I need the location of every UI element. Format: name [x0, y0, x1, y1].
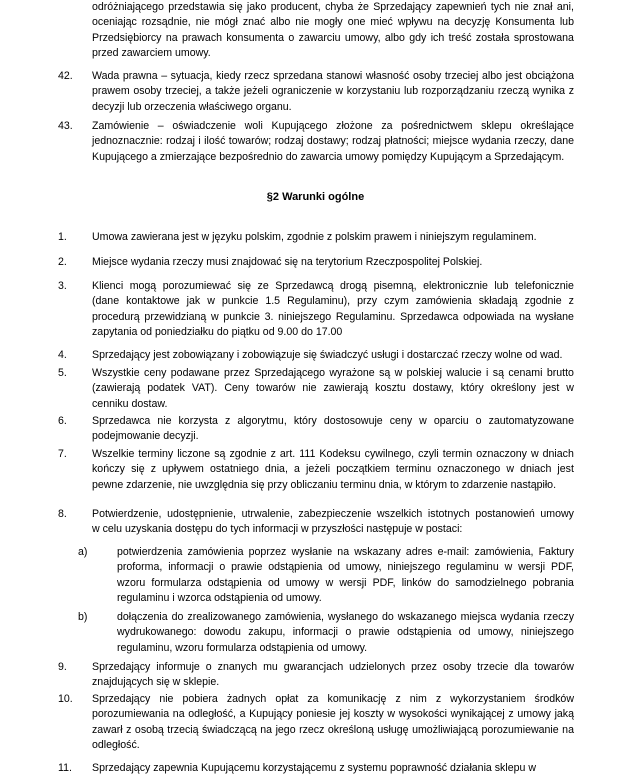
text-line: w celu uzyskania dostępu do tych informacji w przyszłości następuje w postaci: [92, 523, 463, 536]
text-line: Wada prawna – sytuacja, kiedy rzecz sprzedana stanowi własność osoby trzeciej albo jest obciążona [92, 70, 574, 82]
text-line: Wszystkie ceny podawane przez Sprzedającego wyrażone są w polskiej walucie i są cenami brutto [92, 367, 574, 379]
item-text [92, 69, 574, 115]
item-number: 5. [58, 367, 67, 379]
section-heading: §2 Warunki ogólne [266, 191, 365, 203]
item-number: 11. [58, 762, 72, 774]
item-text [117, 545, 574, 606]
text-line: Miejsce wydania rzeczy musi znajdować się na terytorium Rzeczpospolitej Polskiej. [92, 256, 483, 268]
item-number: 2. [58, 256, 67, 268]
text-line: Wszelkie terminy liczone są zgodnie z art. 111 Kodeksu cywilnego, czyli termin oznaczony w dniach [92, 448, 574, 460]
item-number: 1. [58, 231, 67, 243]
text-line: Klienci mogą porozumiewać się ze Sprzedawcą drogą pisemną, elektronicznie lub telefonicznie [92, 280, 574, 292]
item-text [92, 447, 574, 493]
item-number: 6. [58, 415, 67, 427]
text-line: wzoru formularza odstąpienia od umowy w wersji PDF, linków do samodzielnego pobrania [117, 576, 574, 589]
item-number: b) [78, 611, 88, 623]
item-text [117, 610, 574, 656]
text-line: regulaminu i wzorca odstąpienia od umowy. [117, 591, 322, 604]
item-number: 9. [58, 661, 67, 673]
item-number: 43. [58, 120, 73, 132]
text-line: kończy się z upływem ostatniego dnia, a jeżeli początkiem terminu oznaczonego w dniach jest [92, 463, 574, 476]
text-line: odróżniającego przedstawia się jako producent, chyba że Sprzedający zapewnień tych nie znał ani, [92, 1, 574, 13]
item-text [92, 255, 574, 270]
item-number: a) [78, 546, 88, 558]
text-line: odległość. [92, 738, 140, 751]
item-number: 3. [58, 280, 67, 292]
text-line: Zamówienie – oświadczenie woli Kupującego złożone za pośrednictwem sklepu określające [92, 120, 574, 132]
text-line: dołączenia do zrealizowanego zamówienia, wysłanego do wskazanego miejsca wydania rzeczy [117, 611, 574, 623]
text-line: jednoznacznie: rodzaj i ilość towarów; rodzaj dostawy; rodzaj płatności; miejsce wydania rzeczy, dane [92, 135, 574, 148]
text-line: podejmowanie decyzji. [92, 430, 199, 443]
text-line: Sprzedający jest zobowiązany i zobowiązuje się świadczyć usługi i dostarczać rzeczy wolne od wad. [92, 349, 563, 361]
text-line: prawem osoby trzeciej, a także jeżeli ograniczenie w korzystaniu lub rozporządzaniu rzeczą wynika z [92, 85, 574, 98]
item-text [92, 414, 574, 445]
text-line: Przedsiębiorcy na prawach konsumenta o zawarciu umowy, albo gdy ich treść została sprostowana [92, 31, 574, 44]
text-line: decyzji lub orzeczenia właściwego organu. [92, 100, 292, 113]
item-text [92, 0, 574, 61]
text-line: zawarł z osobą trzecią świadczącą na jego rzecz określoną usługę umożliwiającą porozumiewanie na [92, 723, 574, 736]
item-number: 10. [58, 693, 73, 705]
text-line: Sprzedawca nie korzysta z algorytmu, który dostosowuje ceny w oparciu o zautomatyzowane [92, 415, 574, 427]
item-text [92, 660, 574, 691]
text-line: proforma, informacji o prawie odstąpienia od umowy, niniejszego regulaminu w wersji PDF, [117, 561, 574, 574]
item-number: 8. [58, 508, 67, 520]
text-line: przed zawarciem umowy. [92, 46, 211, 59]
text-line: wydrukowanego: dowodu zakupu, informacji o prawie odstąpienia od umowy, niniejszego [117, 626, 574, 639]
text-line: Sprzedający zapewnia Kupującemu korzystającemu z systemu poprawność działania sklepu w [92, 762, 536, 774]
text-line: (dane kontaktowe jak w punkcie 1.5 Regulaminu), przy czym zamówienia składają zgodnie z [92, 295, 574, 308]
item-text [92, 366, 574, 412]
item-text [92, 230, 574, 245]
text-line: Sprzedający informuje o znanych mu gwarancjach udzielonych przez osoby trzecie dla towarów [92, 661, 574, 673]
item-number: 42. [58, 70, 73, 82]
text-line: Sprzedający nie pobiera żadnych opłat za komunikację z nim z wykorzystaniem środków [92, 693, 574, 705]
text-line: porozumiewania na odległość, a Kupujący poniesie jej koszty w wysokości wynikającej z umowy jaką [92, 708, 574, 721]
item-text [92, 507, 574, 538]
item-text [92, 119, 574, 165]
text-line: Potwierdzenie, udostępnienie, utrwalenie, zabezpieczenie wszelkich istotnych postanowień umowy [92, 508, 574, 520]
text-line: Kupującego a zmierzające bezpośrednio do zawarcia umowy pomiędzy Kupującym a Sprzedającym. [92, 150, 565, 163]
item-text [92, 761, 574, 776]
text-line: potwierdzenia zamówienia poprzez wysłanie na wskazany adres e-mail: zamówienia, Faktury [117, 546, 574, 558]
text-line: pewne zdarzenie, nie uwzględnia się przy obliczaniu terminu dnia, w którym to zdarzenie nastąpiło. [92, 478, 557, 491]
item-text [92, 348, 574, 363]
item-number: 4. [58, 349, 67, 361]
item-text [92, 692, 574, 753]
text-line: procedurą przewidzianą w punkcie 3. niniejszego Regulaminu. Sprzedawca odpowiada na wysłane [92, 310, 574, 323]
text-line: cenniku dostaw. [92, 397, 168, 410]
item-text [92, 279, 574, 340]
text-line: Umowa zawierana jest w języku polskim, zgodnie z polskim prawem i niniejszym regulaminem. [92, 231, 537, 243]
text-line: oceniając rozsądnie, nie mógł znać albo nie mogły one mieć wpływu na decyzję Konsumenta lub [92, 16, 574, 29]
text-line: (zawierają podatek VAT). Ceny towarów nie zawierają kosztu dostawy, który określony jest w [92, 382, 574, 395]
text-line: znajdujących się w sklepie. [92, 676, 220, 689]
item-number: 7. [58, 448, 67, 460]
text-line: zapytania od poniedziałku do piątku od 9.00 do 17.00 [92, 325, 343, 338]
text-line: regulaminu, wzoru formularza odstąpienia od umowy. [117, 641, 368, 654]
